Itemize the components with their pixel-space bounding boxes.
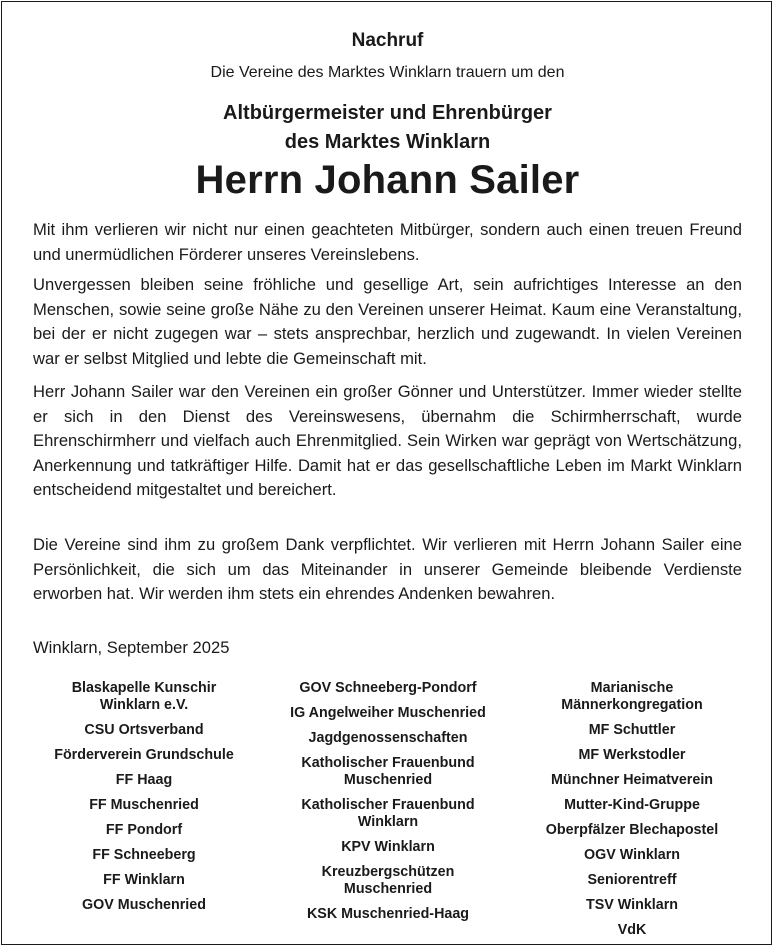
organization-name-line: KSK Muschenried-Haag bbox=[306, 906, 470, 922]
organization-entry bbox=[268, 730, 508, 747]
organization-name-line: FF Muschenried bbox=[89, 797, 199, 813]
organization-entry bbox=[24, 747, 264, 764]
organization-name-line: Katholischer Frauenbund bbox=[301, 797, 475, 813]
organization-entry bbox=[268, 680, 508, 697]
place-date: Winklarn, September 2025 bbox=[33, 638, 230, 657]
organization-name-line: KPV Winklarn bbox=[341, 839, 435, 855]
organization-name-line: Muschenried bbox=[343, 881, 433, 897]
organization-entry bbox=[268, 864, 508, 898]
organization-entry bbox=[268, 839, 508, 856]
honorary-title-line1: Altbürgermeister und Ehrenbürger bbox=[223, 102, 552, 124]
organization-entry bbox=[24, 797, 264, 814]
organization-entry bbox=[268, 755, 508, 789]
organization-entry bbox=[24, 722, 264, 739]
organization-entry bbox=[512, 680, 752, 714]
organization-name-line: Männerkongregation bbox=[561, 697, 703, 713]
organization-entry bbox=[24, 847, 264, 864]
intro-line: Die Vereine des Marktes Winklarn trauern um den bbox=[210, 64, 565, 81]
organization-name-line: Blaskapelle Kunschir bbox=[71, 680, 217, 696]
organization-name-line: TSV Winklarn bbox=[585, 897, 679, 913]
organization-entry bbox=[512, 922, 752, 939]
organization-name-line: Winklarn e.V. bbox=[99, 697, 189, 713]
organization-entry bbox=[512, 822, 752, 839]
organization-entry bbox=[268, 797, 508, 831]
organization-name-line: Münchner Heimatverein bbox=[550, 772, 714, 788]
organizations-column-1 bbox=[24, 680, 264, 922]
organization-name-line: Oberpfälzer Blechapostel bbox=[545, 822, 719, 838]
organization-entry bbox=[24, 772, 264, 789]
organization-name-line: CSU Ortsverband bbox=[84, 722, 204, 738]
organization-entry bbox=[268, 906, 508, 923]
organization-name-line: GOV Schneeberg-Pondorf bbox=[299, 680, 477, 696]
organization-entry bbox=[512, 797, 752, 814]
organization-name-line: FF Winklarn bbox=[103, 872, 185, 888]
organization-entry bbox=[512, 747, 752, 764]
organization-name-line: GOV Muschenried bbox=[82, 897, 206, 913]
honorary-title-line2: des Marktes Winklarn bbox=[284, 131, 491, 153]
organization-entry bbox=[512, 847, 752, 864]
organization-name-line: OGV Winklarn bbox=[584, 847, 680, 863]
organization-name-line: FF Pondorf bbox=[105, 822, 183, 838]
paragraph-4: Die Vereine sind ihm zu großem Dank verpflichtet. Wir verlieren mit Herrn Johann Sailer eine Persönlichkeit, die sich um das Miteinander in unserer Gemeinde bleibende Verdienste erworben hat. Wir werden ihm stets ein ehrendes Andenken bewahren. bbox=[33, 535, 742, 603]
organization-entry bbox=[512, 772, 752, 789]
organization-name-line: Jagdgenossenschaften bbox=[308, 730, 468, 746]
organization-entry bbox=[24, 680, 264, 714]
paragraph-1: Mit ihm verlieren wir nicht nur einen geachteten Mitbürger, sondern auch einen treuen Freund und unermüdlichen Förderer unseres Vereinslebens. bbox=[33, 220, 742, 264]
organization-entry bbox=[268, 705, 508, 722]
organization-entry bbox=[24, 897, 264, 914]
obituary-heading: Nachruf bbox=[351, 30, 424, 51]
organization-name-line: MF Schuttler bbox=[588, 722, 676, 738]
organization-name-line: Seniorentreff bbox=[587, 872, 677, 888]
organization-name-line: VdK bbox=[617, 922, 647, 938]
paragraph-3: Herr Johann Sailer war den Vereinen ein großer Gönner und Unterstützer. Immer wieder stellte er sich in den Dienst des Vereinswesens, übernahm die Schirmherrschaft, wurde Ehrenschirmherr und vielfach auch Ehrenmitglied. Sein Wirken war geprägt von Wertschätzung, Anerkennung und tatkräftiger Hilfe. Damit hat er das gesellschaftliche Leben im Markt Winklarn entscheidend mitgestaltet und bereichert. bbox=[33, 382, 742, 499]
organization-entry bbox=[512, 897, 752, 914]
organizations-column-2 bbox=[268, 680, 508, 931]
organization-entry bbox=[24, 822, 264, 839]
deceased-name: Herrn Johann Sailer bbox=[195, 158, 580, 202]
organization-name-line: Katholischer Frauenbund bbox=[301, 755, 475, 771]
organizations-column-3 bbox=[512, 680, 752, 947]
organization-name-line: MF Werkstodler bbox=[578, 747, 686, 763]
paragraph-2: Unvergessen bleiben seine fröhliche und gesellige Art, sein aufrichtiges Interesse an den Menschen, sowie seine große Nähe zu den Vereinen unserer Heimat. Kaum eine Veranstaltung, bei der er nicht zugegen war – stets ansprechbar, herzlich und zugewandt. In vielen Vereinen war er selbst Mitglied und lebte die Gemeinschaft mit. bbox=[33, 275, 742, 368]
organization-name-line: Muschenried bbox=[343, 772, 433, 788]
organization-entry bbox=[24, 872, 264, 889]
organization-name-line: FF Haag bbox=[115, 772, 173, 788]
organization-name-line: Kreuzbergschützen bbox=[321, 864, 455, 880]
organization-name-line: IG Angelweiher Muschenried bbox=[290, 705, 486, 721]
organization-name-line: Winklarn bbox=[357, 814, 419, 830]
organization-name-line: Mutter-Kind-Gruppe bbox=[564, 797, 700, 813]
organization-entry bbox=[512, 872, 752, 889]
organization-name-line: Förderverein Grundschule bbox=[54, 747, 234, 763]
organization-entry bbox=[512, 722, 752, 739]
organization-name-line: Marianische bbox=[590, 680, 674, 696]
organization-name-line: FF Schneeberg bbox=[92, 847, 196, 863]
